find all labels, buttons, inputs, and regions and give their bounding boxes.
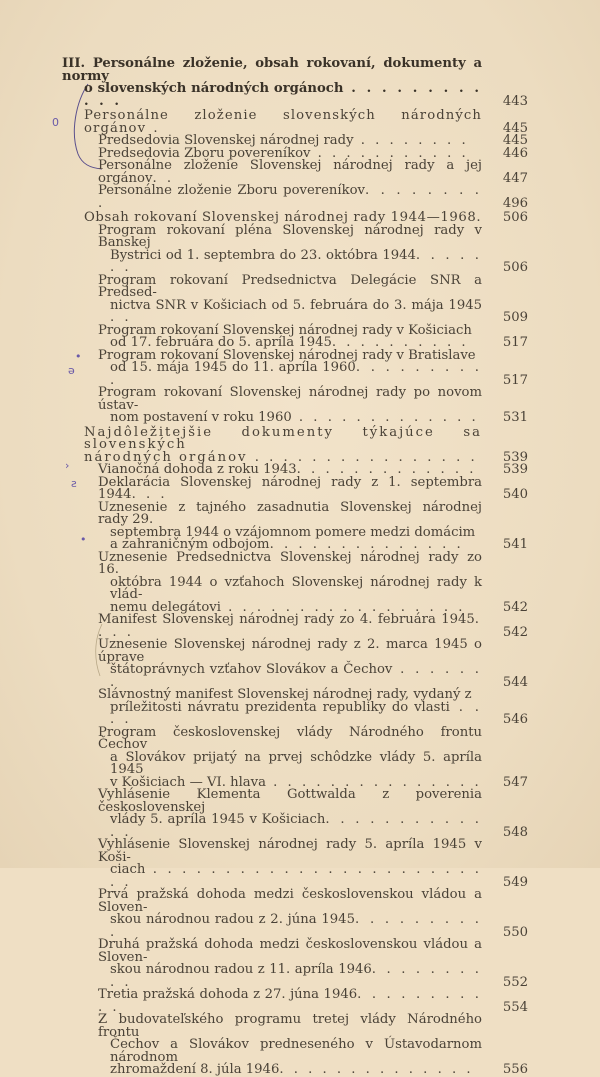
toc-item: Program rokovaní Predsednictva Delegácie SNR a Predsed- nictva SNR v Košiciach od 5. februára do 3. mája 1945 . . 509	[98, 272, 528, 325]
page-number: 540	[502, 487, 528, 502]
toc-item: Personálne zloženie Slovenskej národnej rady a jej orgánov. . 447	[98, 158, 528, 186]
toc-item: Personálne zloženie Zboru povereníkov. . . . . . . . . 496	[98, 183, 528, 211]
section-title-line2: o slovenských národných orgánoch	[84, 81, 344, 96]
toc-item: Tretia pražská dohoda z 27. júna 1946. . . . . . . . . . . 554	[98, 987, 528, 1015]
section-title-line1: Personálne zloženie, obsah rokovaní, dokumenty a normy	[62, 56, 482, 84]
page-number: 550	[502, 924, 528, 940]
toc-item: Program československej vlády Národného frontu Čechov a Slovákov prijatý na prvej schôdzke vlády 5. apríla 1945 v Košiciach — VI. hlava . . . . . . . . . . . . . . . 547	[98, 724, 528, 790]
page-number: 517	[502, 372, 528, 388]
page-number: 549	[502, 874, 528, 890]
section-heading: III. Personálne zloženie, obsah rokovaní, dokumenty a normy o slovenských národných orgánoch . . . . . . . . . . . . 443	[62, 56, 528, 109]
page-number: 539	[502, 449, 528, 465]
table-of-contents	[62, 58, 532, 1077]
toc-subheading: Personálne zloženie slovenských národných orgánov . 445	[84, 108, 528, 136]
page-number: 443	[502, 93, 528, 109]
page-number: 539	[502, 462, 528, 477]
toc-item: Vyhlásenie Klementa Gottwalda z poverenia československej vlády 5. apríla 1945 v Košiciach. . . . . . . . . . . . . 548	[98, 787, 528, 840]
page-number: 541	[502, 537, 528, 552]
toc-item: Predsedovia Zboru povereníkov . . . . . . . . . . . 446	[98, 145, 528, 161]
page-number: 542	[502, 599, 528, 615]
toc-item: Program rokovaní Slovenskej národnej rady v Bratislave od 15. mája 1945 do 11. apríla 1960. . . . . . . . . . 517	[98, 347, 528, 388]
margin-mark: ǝ	[68, 364, 75, 377]
page-number: 447	[502, 170, 528, 186]
toc-subheading: Najdôležitejšie dokumenty týkajúce sa slovenských národných orgánov . . . . . . . . . . . . . . . . 539	[84, 424, 528, 465]
page-number: 446	[502, 145, 528, 161]
margin-mark-circle: 0	[52, 116, 59, 129]
toc-item: Uznesenie z tajného zasadnutia Slovenskej národnej rady 29. septembra 1944 o vzájomnom pomere medzi domácim a zahraničným odbojom. . . . . . . . . . . . . . 541	[98, 499, 528, 552]
page-number: 547	[502, 774, 528, 790]
toc-item: Prvá pražská dohoda medzi československou vládou a Sloven- skou národnou radou z 2. júna 1945. . . . . . . . . . 550	[98, 887, 528, 940]
margin-mark: •	[80, 533, 87, 546]
toc-item: Predsedovia Slovenskej národnej rady . . . . . . . . 445	[98, 133, 528, 148]
toc-item: Uznesenie Predsednictva Slovenskej národnej rady zo 16. októbra 1944 o vzťahoch Slovenskej národnej rady k vlád- nemu delegátovi . . . . . . . . . . . . . . . . . 542	[98, 549, 528, 615]
margin-mark: ›	[65, 459, 70, 472]
toc-item: Slávnostný manifest Slovenskej národnej rady, vydaný z príležitosti návratu prezidenta republiky do vlasti . . . . 546	[98, 687, 528, 727]
page-number: 509	[502, 310, 528, 325]
page-number: 506	[502, 210, 528, 225]
toc-item: Druhá pražská dohoda medzi československou vládou a Sloven- skou národnou radou z 11. apríla 1946. . . . . . . . . . 552	[98, 937, 528, 990]
toc-item: Vyhlásenie Slovenskej národnej rady 5. apríla 1945 v Koši- ciach . . . . . . . . . . . . . . . . . . . . . . . . . 549	[98, 837, 528, 890]
toc-item: Deklarácia Slovenskej národnej rady z 1. septembra 1944. . . 540	[98, 474, 528, 502]
toc-item: Program rokovaní Slovenskej národnej rady v Košiciach od 17. februára do 5. apríla 1945. . . . . . . . . . 517	[98, 322, 528, 350]
toc-item: Program rokovaní pléna Slovenskej národnej rady v Banskej Bystrici od 1. septembra do 23. októbra 1944. . . . . . . 506	[98, 222, 528, 275]
toc-item: Manifest Slovenskej národnej rady zo 4. februára 1945. . . . 542	[98, 612, 528, 640]
page-number: 445	[502, 120, 528, 136]
page-number: 517	[502, 335, 528, 350]
section-number: III.	[62, 56, 86, 71]
page-number: 531	[502, 410, 528, 425]
page-number: 506	[502, 260, 528, 275]
toc-subheading: Obsah rokovaní Slovenskej národnej rady 1944—1968. 506	[84, 210, 528, 225]
toc-item: Uznesenie Slovenskej národnej rady z 2. marca 1945 o úprave štátoprávnych vzťahov Slovákov a Čechov . . . . . . . 544	[98, 637, 528, 690]
toc-item: Vianočná dohoda z roku 1943. . . . . . . . . . . . . 539	[98, 462, 528, 477]
page-number: 546	[502, 712, 528, 727]
margin-mark: •	[75, 350, 82, 363]
page-number: 445	[502, 133, 528, 148]
toc-item: Program rokovaní Slovenskej národnej rady po novom ústav- nom postavení v roku 1960 . . . . . . . . . . . . . 531	[98, 385, 528, 425]
page-number: 556	[502, 1062, 528, 1077]
page-number: 544	[502, 674, 528, 690]
toc-item: Z budovateľského programu tretej vlády Národného frontu Čechov a Slovákov predneseného v Ústavodarnom národnom zhromaždení 8. júla 1946. . . . . . . . . . . . . . 556	[98, 1012, 528, 1077]
margin-mark: ƨ	[71, 477, 77, 490]
page-number: 554	[502, 999, 528, 1015]
page-number: 542	[502, 624, 528, 640]
page-number: 496	[502, 195, 528, 211]
page-number: 552	[502, 974, 528, 990]
page-number: 548	[502, 824, 528, 840]
